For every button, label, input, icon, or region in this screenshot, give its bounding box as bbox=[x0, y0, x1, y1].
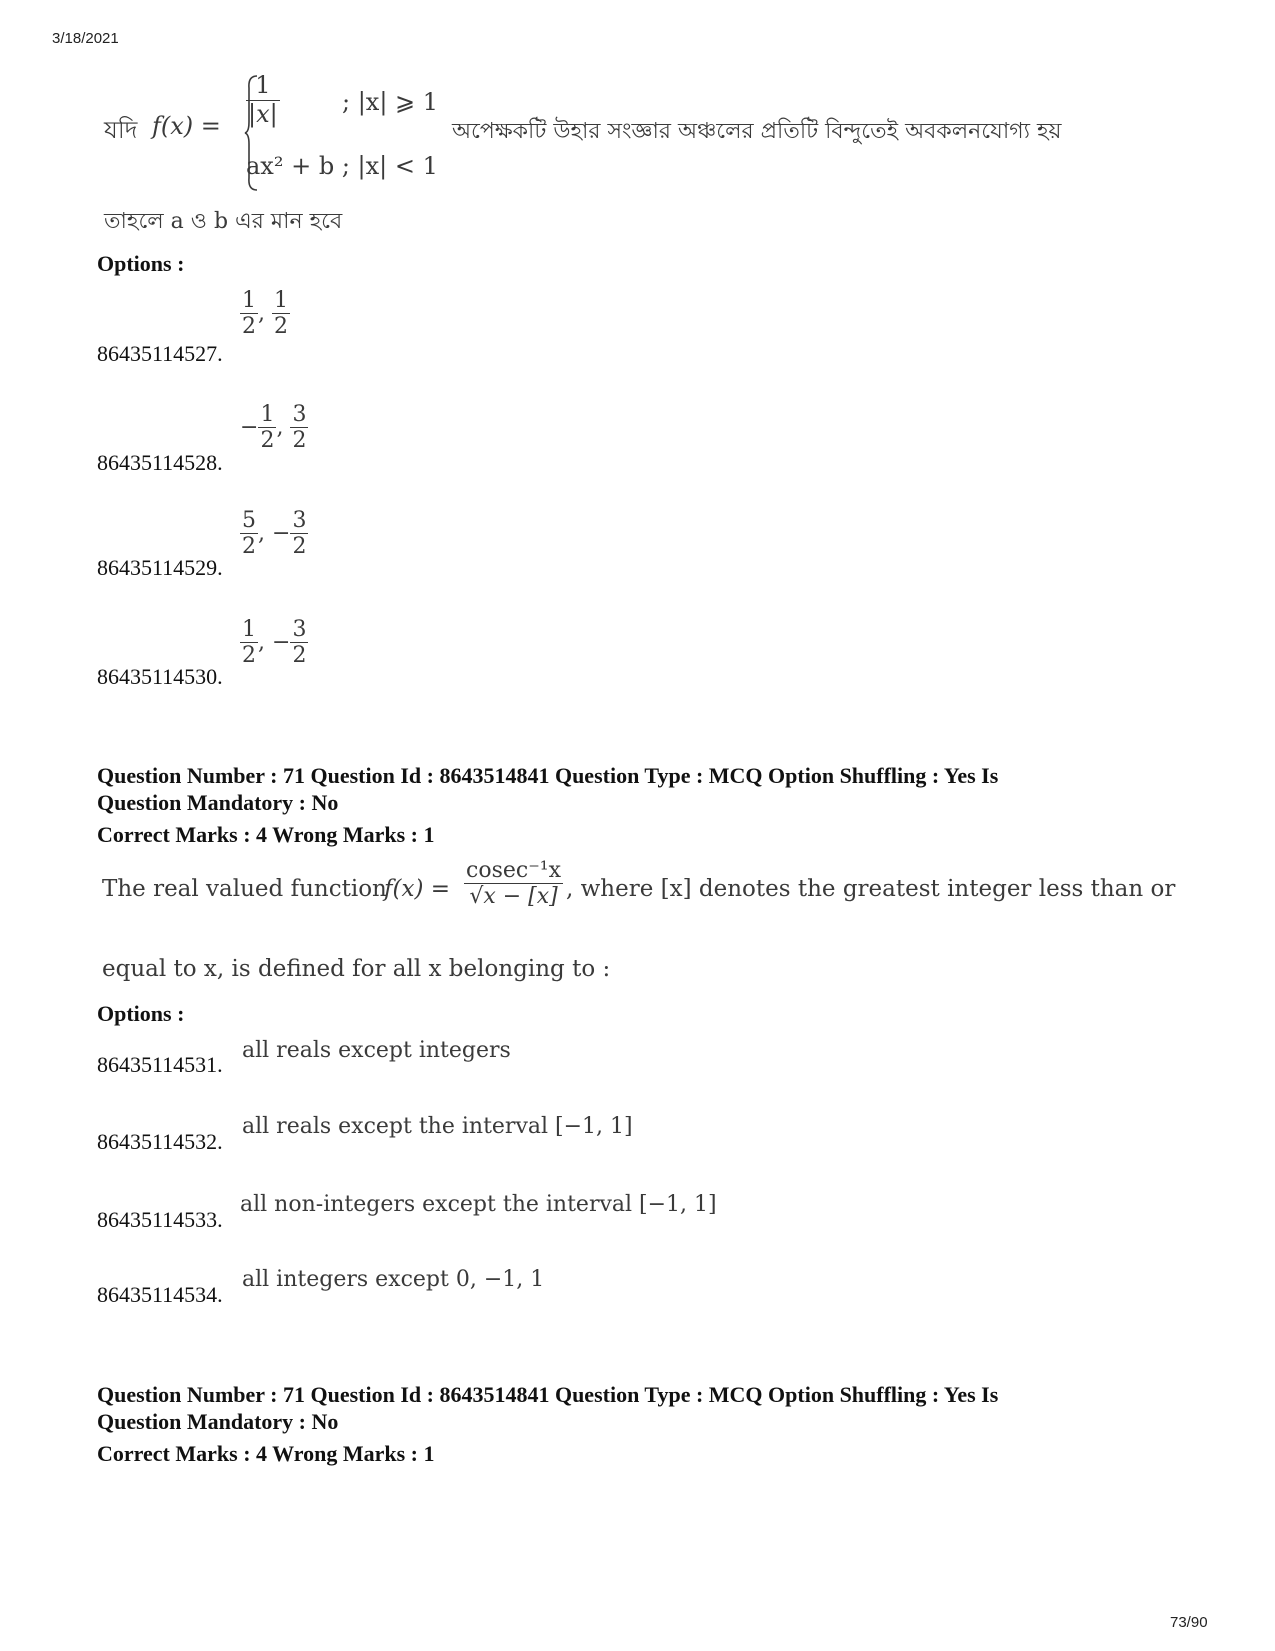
option-text: all reals except the interval [−1, 1] bbox=[242, 1114, 633, 1139]
option-value: $\frac{1}{2}$ , $\frac{1}{2}$ bbox=[242, 288, 288, 340]
option-text: all integers except 0, −1, 1 bbox=[242, 1267, 545, 1292]
option-value: $\frac{5}{2}$ , − $\frac{3}{2}$ bbox=[242, 508, 307, 560]
fraction-denominator: √x − [x] bbox=[469, 884, 558, 910]
question-meta-line2: Question Mandatory : No bbox=[97, 1409, 339, 1434]
function-label: f(x) = bbox=[152, 112, 221, 140]
numerator: 1 bbox=[242, 617, 256, 642]
case1-condition: ; |x| ⩾ 1 bbox=[342, 88, 439, 116]
fraction-numerator: cosec⁻¹x bbox=[466, 858, 562, 883]
option-id: 86435114530. bbox=[97, 664, 223, 689]
options-label: Options : bbox=[97, 251, 185, 276]
option-id: 86435114533. bbox=[97, 1207, 223, 1232]
denominator: 2 bbox=[292, 428, 307, 454]
option-text: all non-integers except the interval [−1, 1] bbox=[240, 1192, 717, 1217]
case1-denominator: |x| bbox=[248, 99, 278, 128]
option-id: 86435114531. bbox=[97, 1052, 223, 1077]
question-meta-line2: Question Mandatory : No bbox=[97, 790, 339, 815]
piecewise-case-2: ax² + b ; |x| < 1 bbox=[246, 152, 438, 180]
sign-a: − bbox=[240, 414, 259, 440]
numerator: 3 bbox=[292, 402, 307, 427]
numerator: 5 bbox=[242, 508, 256, 533]
function-label: f(x) = bbox=[384, 876, 451, 902]
option-id: 86435114532. bbox=[97, 1129, 223, 1154]
case1-numerator: 1 bbox=[246, 72, 280, 101]
question-marks: Correct Marks : 4 Wrong Marks : 1 bbox=[97, 822, 435, 847]
question-stem-line2: equal to x, is defined for all x belonging to : bbox=[102, 956, 611, 982]
option-id: 86435114527. bbox=[97, 341, 223, 366]
page-date: 3/18/2021 bbox=[52, 30, 119, 47]
option-value: − $\frac{1}{2}$ , $\frac{3}{2}$ bbox=[240, 402, 307, 454]
question-stem-post: , where [x] denotes the greatest integer less than or bbox=[566, 876, 1176, 902]
question-marks: Correct Marks : 4 Wrong Marks : 1 bbox=[97, 1441, 435, 1466]
option-id: 86435114529. bbox=[97, 555, 223, 580]
denominator: 2 bbox=[242, 314, 256, 340]
denominator: 2 bbox=[292, 534, 307, 560]
question-prefix: যদি bbox=[104, 116, 138, 144]
numerator: 1 bbox=[274, 288, 288, 313]
sign-b: − bbox=[272, 629, 291, 655]
numerator: 1 bbox=[260, 402, 275, 427]
numerator: 3 bbox=[292, 617, 307, 642]
page-number: 73/90 bbox=[1170, 1614, 1208, 1631]
numerator: 1 bbox=[242, 288, 256, 313]
sign-b: − bbox=[272, 520, 291, 546]
denominator: 2 bbox=[242, 534, 256, 560]
question-meta-line1: Question Number : 71 Question Id : 8643514841 Question Type : MCQ Option Shuffling : Yes Is bbox=[97, 763, 999, 788]
denominator: 2 bbox=[292, 643, 307, 669]
option-id: 86435114528. bbox=[97, 450, 223, 475]
question-stem-line2: তাহলে a ও b এর মান হবে bbox=[104, 209, 343, 234]
option-value: $\frac{1}{2}$ , − $\frac{3}{2}$ bbox=[242, 617, 307, 669]
question-stem-right: অপেক্ষকটি উহার সংজ্ঞার অঞ্চলের প্রতিটি বিন্দুতেই অবকলনযোগ্য হয় bbox=[452, 119, 1062, 144]
function-fraction bbox=[464, 858, 563, 910]
option-id: 86435114534. bbox=[97, 1282, 223, 1307]
option-text: all reals except integers bbox=[242, 1038, 511, 1063]
denominator: 2 bbox=[242, 643, 256, 669]
question-meta-line1: Question Number : 71 Question Id : 8643514841 Question Type : MCQ Option Shuffling : Yes Is bbox=[97, 1382, 999, 1407]
denominator: 2 bbox=[260, 428, 275, 454]
piecewise-case-1 bbox=[246, 72, 280, 128]
options-label: Options : bbox=[97, 1001, 185, 1026]
numerator: 3 bbox=[292, 508, 307, 533]
denominator: 2 bbox=[274, 314, 288, 340]
question-stem-pre: The real valued function bbox=[102, 876, 387, 902]
